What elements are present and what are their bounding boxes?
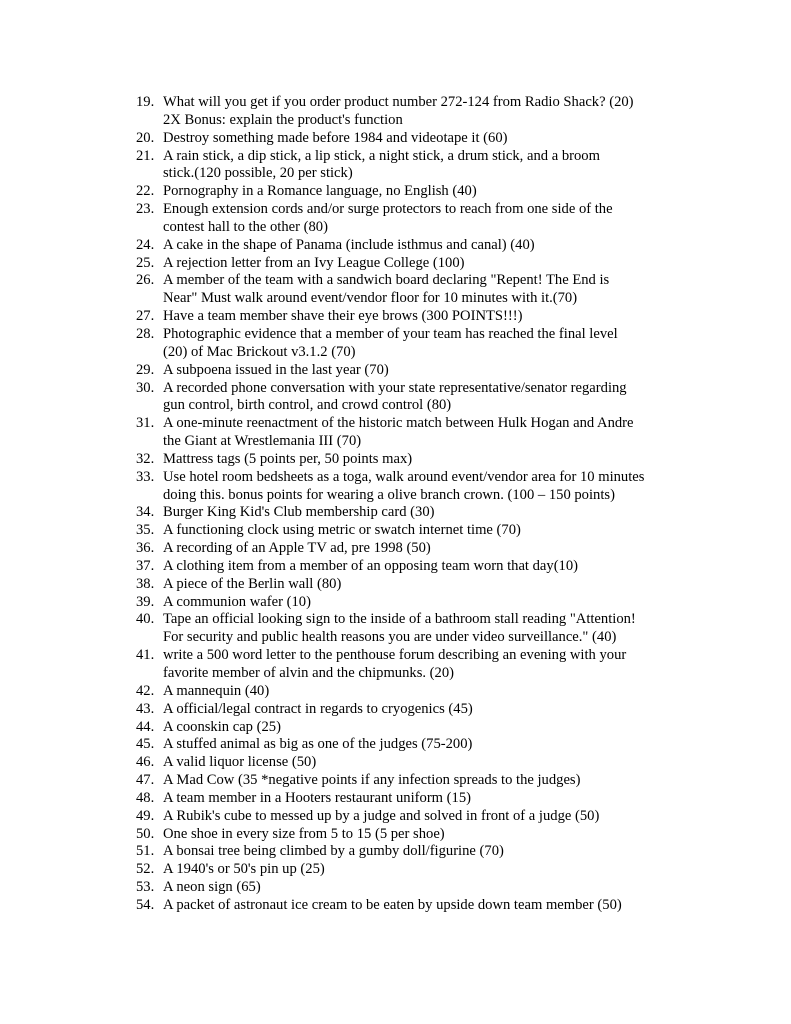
item-number: 49. [136, 807, 155, 824]
item-text [163, 504, 686, 522]
item-text [163, 362, 686, 380]
list-item [136, 148, 686, 184]
item-text-line: the Giant at Wrestlemania III (70) [163, 433, 362, 450]
list-item [136, 701, 686, 719]
list-item [136, 683, 686, 701]
item-text [163, 611, 686, 647]
item-text [163, 594, 686, 612]
item-number: 23. [136, 201, 155, 218]
item-text-line: A 1940's or 50's pin up (25) [163, 861, 325, 878]
list-item [136, 415, 686, 451]
list-item [136, 843, 686, 861]
item-number: 28. [136, 325, 155, 342]
item-number: 22. [136, 183, 155, 200]
item-number: 19. [136, 94, 155, 110]
item-text-line: A rain stick, a dip stick, a lip stick, a night stick, a drum stick, and a broom [163, 147, 600, 164]
item-text [163, 879, 686, 897]
item-text [163, 897, 686, 915]
item-number: 29. [136, 361, 155, 378]
item-text [163, 843, 686, 861]
item-number: 53. [136, 879, 155, 896]
list-item [136, 576, 686, 594]
item-number: 36. [136, 540, 155, 557]
item-number: 46. [136, 754, 155, 771]
item-number: 43. [136, 700, 155, 717]
list-item [136, 879, 686, 897]
item-text [163, 326, 686, 362]
item-number: 31. [136, 415, 155, 432]
item-text-line: A one-minute reenactment of the historic match between Hulk Hogan and Andre [163, 415, 634, 432]
item-text [163, 772, 686, 790]
item-text-line: Photographic evidence that a member of your team has reached the final level [163, 325, 618, 342]
item-text [163, 719, 686, 737]
item-text-line: doing this. bonus points for wearing a olive branch crown. (100 – 150 points) [163, 486, 615, 503]
list-item [136, 736, 686, 754]
item-number: 25. [136, 254, 155, 271]
list-item [136, 754, 686, 772]
list-item [136, 522, 686, 540]
item-number: 33. [136, 468, 155, 485]
item-text-line: One shoe in every size from 5 to 15 (5 per shoe) [163, 825, 445, 842]
item-text-line: Burger King Kid's Club membership card (30) [163, 504, 435, 521]
item-number: 42. [136, 682, 155, 699]
item-text [163, 701, 686, 719]
item-text [163, 808, 686, 826]
list-item [136, 808, 686, 826]
item-text-line: Use hotel room bedsheets as a toga, walk around event/vendor area for 10 minutes [163, 468, 645, 485]
item-text-line: A cake in the shape of Panama (include isthmus and canal) (40) [163, 236, 535, 253]
item-text-line: A packet of astronaut ice cream to be eaten by upside down team member (50) [163, 896, 622, 913]
list-item [136, 719, 686, 737]
item-number: 32. [136, 450, 155, 467]
item-text-line: A rejection letter from an Ivy League College (100) [163, 254, 465, 271]
item-text-line: gun control, birth control, and crowd control (80) [163, 397, 452, 414]
item-text [163, 576, 686, 594]
item-text-line: For security and public health reasons you are under video surveillance." (40) [163, 629, 617, 646]
item-text [163, 522, 686, 540]
item-text-line: A coonskin cap (25) [163, 718, 281, 735]
item-text [163, 380, 686, 416]
item-number: 52. [136, 861, 155, 878]
list-item [136, 272, 686, 308]
item-text [163, 540, 686, 558]
item-text-line: 2X Bonus: explain the product's function [163, 111, 403, 128]
item-text-line: Have a team member shave their eye brows (300 POINTS!!!) [163, 308, 523, 325]
item-text [163, 308, 686, 326]
item-text-line: A member of the team with a sandwich board declaring "Repent! The End is [163, 272, 610, 289]
item-text-line: Enough extension cords and/or surge protectors to reach from one side of the [163, 201, 613, 218]
item-text-line: A bonsai tree being climbed by a gumby doll/figurine (70) [163, 843, 504, 860]
item-number: 50. [136, 825, 155, 842]
list-item [136, 469, 686, 505]
item-text-line: Near" Must walk around event/vendor floor for 10 minutes with it.(70) [163, 290, 578, 307]
item-number: 47. [136, 772, 155, 789]
item-text-line: stick.(120 possible, 20 per stick) [163, 165, 353, 182]
item-text [163, 94, 686, 130]
list-item [136, 201, 686, 237]
item-text-line: favorite member of alvin and the chipmunks. (20) [163, 665, 454, 681]
item-text [163, 130, 686, 148]
item-text-line: A team member in a Hooters restaurant uniform (15) [163, 789, 471, 806]
item-text [163, 183, 686, 201]
item-number: 34. [136, 504, 155, 521]
item-text [163, 861, 686, 879]
item-number: 40. [136, 611, 155, 628]
list-item [136, 94, 686, 130]
item-text [163, 469, 686, 505]
item-number: 24. [136, 236, 155, 253]
item-text-line: A piece of the Berlin wall (80) [163, 575, 342, 592]
item-text [163, 415, 686, 451]
list-item [136, 558, 686, 576]
item-text [163, 237, 686, 255]
item-text [163, 255, 686, 273]
list-item [136, 504, 686, 522]
item-text-line: Mattress tags (5 points per, 50 points max) [163, 450, 413, 467]
item-text [163, 683, 686, 701]
scavenger-hunt-list [136, 94, 686, 915]
list-item [136, 594, 686, 612]
item-text [163, 647, 686, 683]
item-number: 30. [136, 379, 155, 396]
item-number: 20. [136, 129, 155, 146]
item-text-line: A communion wafer (10) [163, 593, 311, 610]
item-number: 26. [136, 272, 155, 289]
item-text-line: write a 500 word letter to the penthouse forum describing an evening with your [163, 647, 627, 664]
item-number: 21. [136, 147, 155, 164]
item-text-line: Destroy something made before 1984 and videotape it (60) [163, 129, 508, 146]
item-text-line: A clothing item from a member of an opposing team worn that day(10) [163, 557, 579, 574]
item-number: 27. [136, 308, 155, 325]
item-text [163, 272, 686, 308]
item-text-line: A valid liquor license (50) [163, 754, 317, 771]
item-text-line: A functioning clock using metric or swatch internet time (70) [163, 522, 521, 539]
list-item [136, 861, 686, 879]
item-text-line: Tape an official looking sign to the inside of a bathroom stall reading "Attention! [163, 611, 636, 628]
item-text-line: (20) of Mac Brickout v3.1.2 (70) [163, 343, 356, 360]
item-number: 44. [136, 718, 155, 735]
item-text-line: A Mad Cow (35 *negative points if any infection spreads to the judges) [163, 772, 581, 789]
list-item [136, 380, 686, 416]
item-text [163, 754, 686, 772]
item-text [163, 826, 686, 844]
item-text-line: A neon sign (65) [163, 879, 261, 896]
list-item [136, 237, 686, 255]
item-number: 45. [136, 736, 155, 753]
item-text-line: What will you get if you order product number 272-124 from Radio Shack? (20) [163, 94, 634, 110]
item-number: 51. [136, 843, 155, 860]
item-text [163, 558, 686, 576]
item-number: 41. [136, 647, 155, 664]
item-text [163, 790, 686, 808]
item-text [163, 201, 686, 237]
list-item [136, 308, 686, 326]
list-item [136, 790, 686, 808]
item-text-line: A official/legal contract in regards to cryogenics (45) [163, 700, 473, 717]
item-number: 35. [136, 522, 155, 539]
list-item [136, 362, 686, 380]
item-text [163, 736, 686, 754]
list-item [136, 326, 686, 362]
item-number: 39. [136, 593, 155, 610]
item-text-line: Pornography in a Romance language, no English (40) [163, 183, 477, 200]
list-item [136, 255, 686, 273]
item-text-line: A subpoena issued in the last year (70) [163, 361, 389, 378]
item-text-line: A Rubik's cube to messed up by a judge and solved in front of a judge (50) [163, 807, 600, 824]
list-item [136, 826, 686, 844]
list-item [136, 897, 686, 915]
item-text [163, 148, 686, 184]
list-item [136, 451, 686, 469]
item-number: 37. [136, 557, 155, 574]
list-item [136, 183, 686, 201]
item-text-line: contest hall to the other (80) [163, 218, 328, 235]
item-number: 48. [136, 789, 155, 806]
list-item [136, 540, 686, 558]
list-item [136, 647, 686, 683]
item-text-line: A stuffed animal as big as one of the judges (75-200) [163, 736, 473, 753]
item-number: 54. [136, 896, 155, 913]
list-item [136, 772, 686, 790]
list-item [136, 130, 686, 148]
item-text-line: A recorded phone conversation with your state representative/senator regarding [163, 379, 627, 396]
item-text-line: A mannequin (40) [163, 682, 270, 699]
item-text-line: A recording of an Apple TV ad, pre 1998 (50) [163, 540, 431, 557]
list-item [136, 611, 686, 647]
item-number: 38. [136, 575, 155, 592]
item-text [163, 451, 686, 469]
